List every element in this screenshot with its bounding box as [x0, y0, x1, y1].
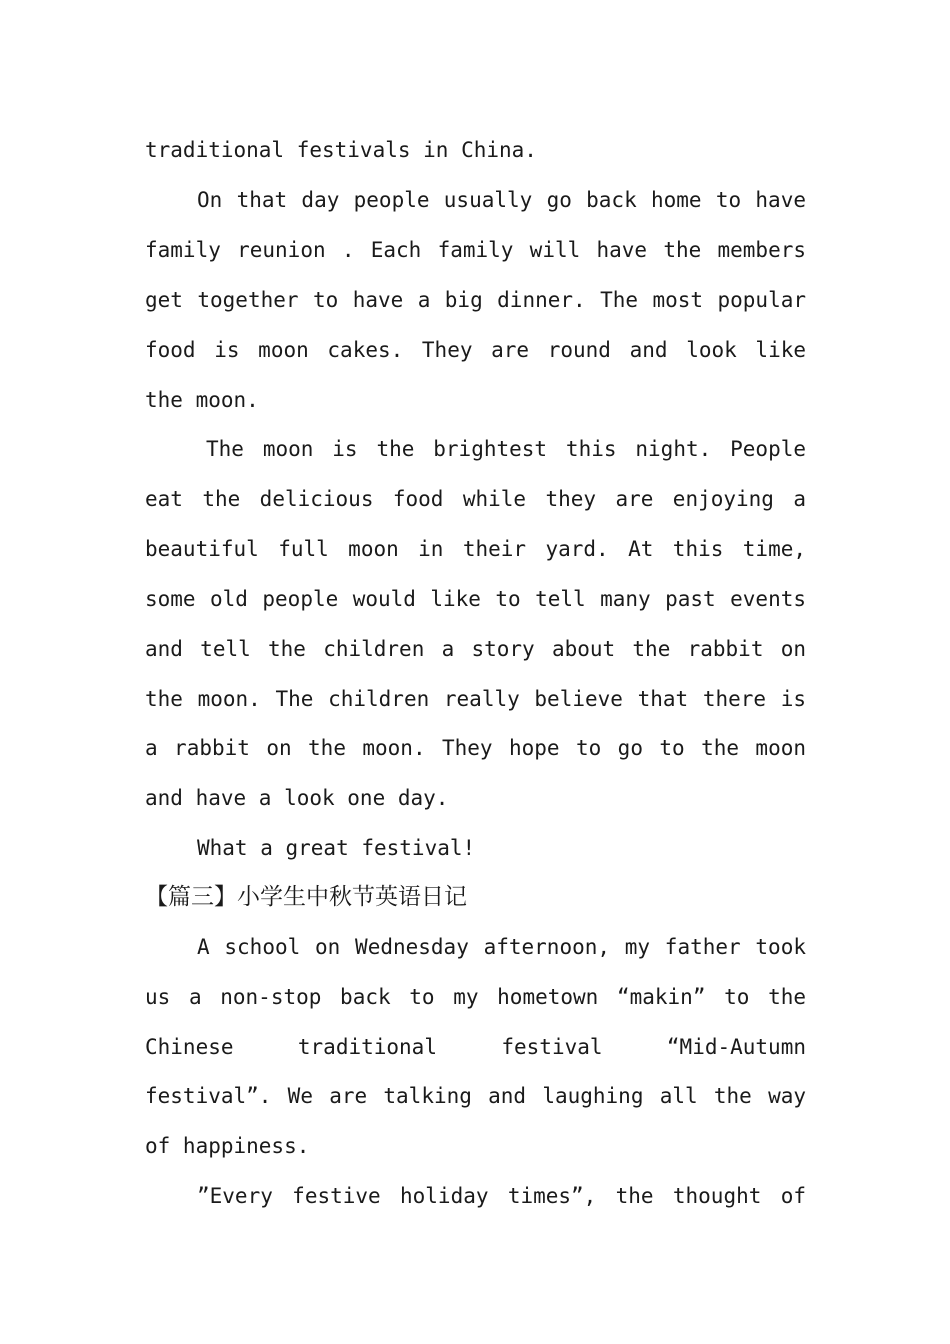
paragraph-5-line-2: us a non-stop back to my hometown “makin” to the: [145, 985, 806, 1009]
paragraph-3-line-1: The moon is the brightest this night. People: [206, 437, 806, 461]
paragraph-3-line-5: and tell the children a story about the rabbit on: [145, 637, 806, 661]
paragraph-6-line-1: ”Every festive holiday times”, the thought of: [197, 1184, 806, 1208]
paragraph-2-line-3: get together to have a big dinner. The most popular: [145, 288, 806, 312]
paragraph-5-line-4: festival”. We are talking and laughing all the way: [145, 1084, 806, 1108]
paragraph-3-line-8: and have a look one day.: [145, 786, 449, 810]
paragraph-2-line-5: the moon.: [145, 388, 259, 412]
paragraph-3-line-2: eat the delicious food while they are enjoying a: [145, 487, 806, 511]
paragraph-3-line-6: the moon. The children really believe that there is: [145, 687, 806, 711]
paragraph-3-line-7: a rabbit on the moon. They hope to go to the moon: [145, 736, 806, 760]
paragraph-3-line-4: some old people would like to tell many past events: [145, 587, 806, 611]
paragraph-2-line-1: On that day people usually go back home to have: [197, 188, 806, 212]
paragraph-5-line-5: of happiness.: [145, 1134, 310, 1158]
paragraph-4-line-1: What a great festival!: [197, 836, 476, 860]
paragraph-3-line-3: beautiful full moon in their yard. At this time,: [145, 537, 806, 561]
paragraph-5-line-1: A school on Wednesday afternoon, my father took: [197, 935, 806, 959]
section-heading: 【篇三】小学生中秋节英语日记: [145, 884, 467, 910]
paragraph-5-line-3: Chinese traditional festival “Mid-Autumn: [145, 1035, 806, 1059]
paragraph-1-line-1: traditional festivals in China.: [145, 138, 537, 162]
paragraph-2-line-4: food is moon cakes. They are round and look like: [145, 338, 806, 362]
paragraph-2-line-2: family reunion . Each family will have the members: [145, 238, 806, 262]
